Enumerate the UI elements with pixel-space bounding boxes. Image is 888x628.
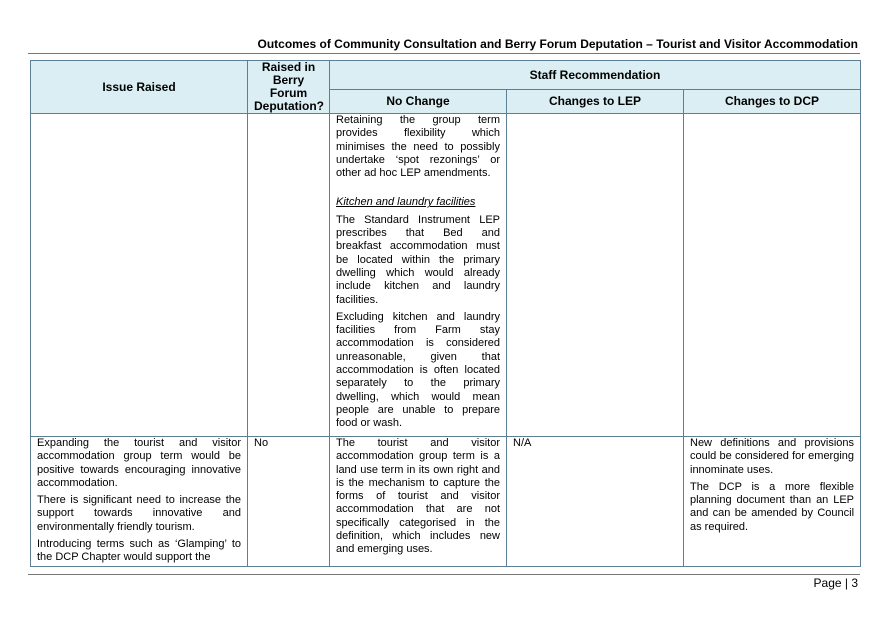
cell-dcp xyxy=(684,114,861,437)
cell-raised xyxy=(248,114,330,437)
cell-no-change xyxy=(330,437,507,567)
column-header-changes-to-dcp: Changes to DCP xyxy=(684,90,861,114)
dcp-paragraph: The DCP is a more flexible planning document than an LEP and can be amended by Council as required. xyxy=(690,480,855,533)
issue-paragraph: Expanding the tourist and visitor accommodation group term would be positive towards encouraging innovative accommodation. xyxy=(37,437,241,489)
consultation-table xyxy=(30,60,861,567)
column-header-changes-to-lep: Changes to LEP xyxy=(507,90,684,114)
column-header-issue: Issue Raised xyxy=(31,61,248,114)
cell-no-change xyxy=(330,114,507,437)
column-header-raised-in-forum: Raised in Berry Forum Deputation? xyxy=(248,61,330,114)
no-change-paragraph: The Standard Instrument LEP prescribes that Bed and breakfast accommodation must be located within the primary dwelling which would already include kitchen and laundry facilities. xyxy=(336,213,500,306)
cell-lep xyxy=(507,114,684,437)
page-number: Page | 3 xyxy=(813,576,858,590)
table-row xyxy=(31,437,861,567)
dcp-paragraph: New definitions and provisions could be considered for emerging innominate uses. xyxy=(690,437,855,476)
cell-issue xyxy=(31,114,248,437)
document-header-title: Outcomes of Community Consultation and Berry Forum Deputation – Tourist and Visitor Accommodation xyxy=(257,37,858,51)
column-header-no-change: No Change xyxy=(330,90,507,114)
cell-lep: N/A xyxy=(507,437,684,567)
column-header-staff-recommendation: Staff Recommendation xyxy=(330,61,861,90)
no-change-paragraph: The tourist and visitor accommodation group term is a land use term in its own right and is the mechanism to capture the forms of tourist and visitor accommodation that are not specifically categorised in the definition, which includes new and emerging uses. xyxy=(336,437,500,556)
cell-raised: No xyxy=(248,437,330,567)
subheading-kitchen-laundry: Kitchen and laundry facilities xyxy=(336,196,476,209)
header-divider xyxy=(28,53,860,54)
cell-issue xyxy=(31,437,248,567)
table-row xyxy=(31,114,861,437)
footer-divider xyxy=(28,574,860,575)
cell-dcp xyxy=(684,437,861,567)
no-change-paragraph: Excluding kitchen and laundry facilities from Farm stay accommodation is considered unreasonable, given that accommodation is often located separately to the primary dwelling, which would mean people are unable to prepare food or wash. xyxy=(336,310,500,430)
no-change-paragraph: Retaining the group term provides flexibility which minimises the need to possibly undertake ‘spot rezonings’ or other ad hoc LEP amendments. xyxy=(336,114,500,180)
issue-paragraph: Introducing terms such as ‘Glamping’ to the DCP Chapter would support the xyxy=(37,538,241,564)
issue-paragraph: There is significant need to increase the support towards innovative and environmentally friendly tourism. xyxy=(37,494,241,533)
